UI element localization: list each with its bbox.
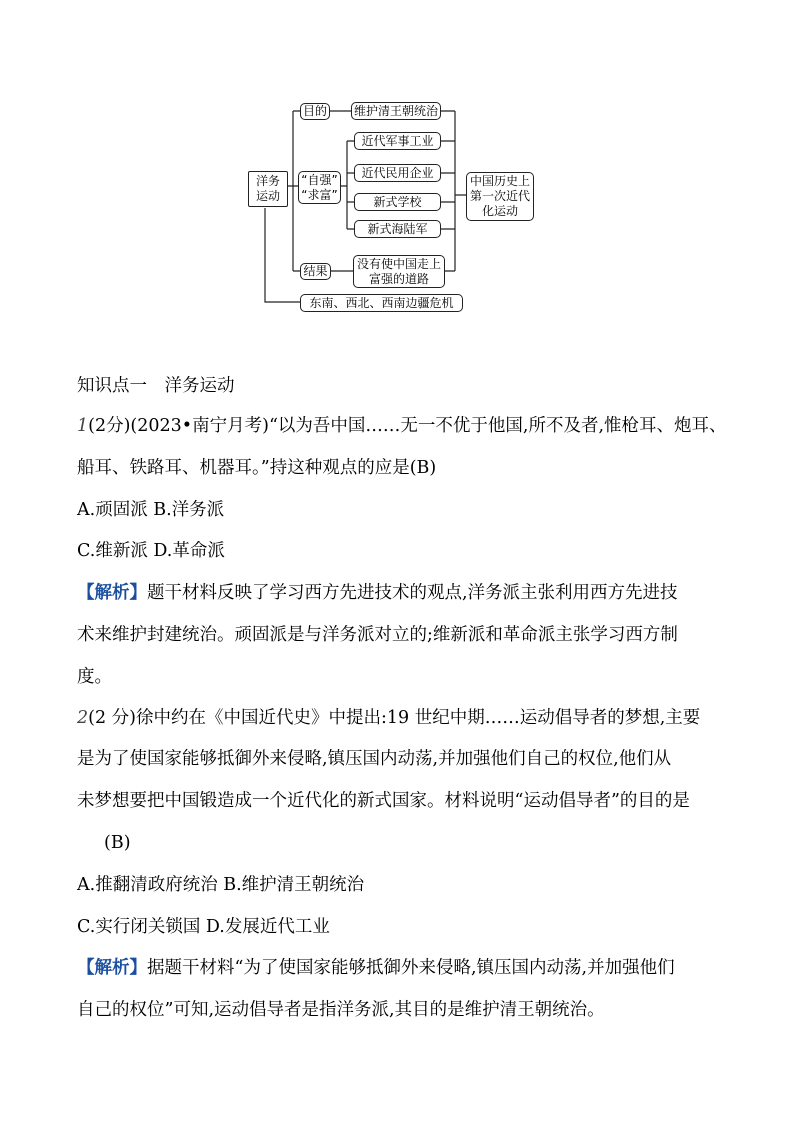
knowledge-diagram (0, 0, 794, 330)
diagram-purpose-label: 目的 (300, 103, 330, 120)
q1-analysis-3: 度。 (77, 667, 112, 687)
diagram-result-label: 结果 (300, 263, 331, 280)
q1-analysis-1 (77, 580, 678, 607)
diagram-conclusion-node: 中国历史上 第一次近代 化运动 (466, 172, 534, 221)
q2-options-ab: A.推翻清政府统治 B.维护清王朝统治 (77, 875, 365, 895)
q1-analysis-tag: 【解析】 (77, 583, 147, 603)
q2-analysis-text-1: 据题干材料“为了使国家能够抵御外来侵略,镇压国内动荡,并加强他们 (147, 958, 675, 978)
q2-options-cd: C.实行闭关锁国 D.发展近代工业 (77, 917, 330, 937)
q1-analysis-2: 术来维护封建统治。顽固派是与洋务派对立的;维新派和革命派主张学习西方制 (77, 625, 678, 645)
q2-analysis-2: 自己的权位”可知,运动倡导者是指洋务派,其目的是维护清王朝统治。 (77, 1000, 605, 1020)
q1-line-1 (77, 413, 727, 440)
q1-analysis-text-1: 题干材料反映了学习西方先进技术的观点,洋务派主张利用西方先进技 (147, 583, 678, 603)
diagram-purpose-node: 维护清王朝统治 (351, 102, 441, 120)
diagram-item-army: 新式海陆军 (354, 220, 441, 238)
diagram-item-civil: 近代民用企业 (354, 164, 441, 182)
q2-stem-3: 未梦想要把中国锻造成一个近代化的新式国家。材料说明“运动倡导者”的目的是 (77, 791, 690, 811)
q1-options-cd: C.维新派 D.革命派 (77, 541, 225, 561)
diagram-item-military: 近代军事工业 (354, 132, 441, 150)
diagram-ziqiang-label: “自强” “求富” (298, 171, 341, 204)
q1-options-ab: A.顽固派 B.洋务派 (77, 500, 225, 520)
diagram-root-node: 洋务 运动 (248, 171, 288, 207)
q2-stem-1: (2 分)徐中约在《中国近代史》中提出:19 世纪中期……运动倡导者的梦想,主要 (88, 708, 701, 728)
q2-answer: (B) (104, 833, 131, 853)
q2-line-1 (77, 705, 700, 732)
section-title: 知识点一 洋务运动 (77, 376, 235, 396)
q2-number: 2 (77, 708, 89, 728)
q2-analysis-1 (77, 955, 675, 982)
diagram-item-school: 新式学校 (354, 193, 441, 211)
q1-stem-1: (2分)(2023•南宁月考)“以为吾中国……无一不优于他国,所不及者,惟枪耳、炮耳、 (88, 416, 727, 436)
q2-stem-2: 是为了使国家能够抵御外来侵略,镇压国内动荡,并加强他们自己的权位,他们从 (77, 749, 672, 769)
q1-number: 1 (77, 416, 89, 436)
diagram-result-node: 没有使中国走上 富强的道路 (353, 255, 445, 288)
diagram-crisis-node: 东南、西北、西南边疆危机 (300, 294, 463, 312)
q1-stem-2: 船耳、铁路耳、机器耳。”持这种观点的应是(B) (77, 458, 437, 478)
q2-analysis-tag: 【解析】 (77, 958, 147, 978)
